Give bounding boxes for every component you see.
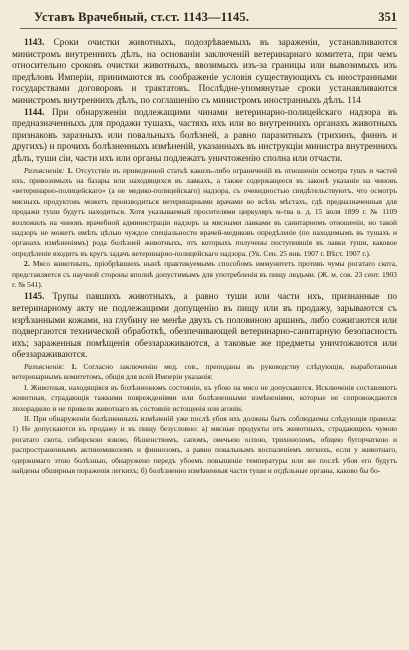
article-1145 bbox=[12, 292, 397, 362]
explanation-1145-1 bbox=[12, 362, 397, 383]
explanation-1145-I: I. Животныя, находящіяся въ болѣзненномъ состояніи, къ убою на мясо не допускаются. Исключенія составляютъ животныя, страдающія тажкими поврежденіями или болѣзненными измѣненіями, которые не сопровождаются лихорадкою и не привели животнаго въ состояніе истощенія или агоніи. bbox=[12, 382, 397, 413]
explanation-text: Мясо животныхъ, пріобрѣвшихъ нынѣ практикуемымъ способомъ иммунитетъ противъ чумы рогатаго скота, представляется съ научной стороны вполнѣ допустимымъ для употребленія въ пищу людьми. (Ж. м. сов. 23 сент. 1903 г. № 541). bbox=[12, 259, 397, 289]
page-number: 351 bbox=[378, 10, 397, 24]
explanation-1145-II: II. При обнаруженіи болѣзненныхъ измѣненій уже послѣ убоя ихъ должны быть соблюдаемы слѣдующія правила: 1) Не допускаются къ продажу и въ пищу безусловно: а) мясные продукты отъ животныхъ, страдающихъ чумою рогатаго скота, сибирскою язвою, бѣшенствомъ, сапомъ, овечьею оспою, трихинозомъ, общею бугорчаткою и распространеннымъ актиномикозомъ и финнозомъ, а равно повальнымъ воспаленіемъ легкихъ, если у животнаго, одержимаго этою болѣзнью, обнаружено передъ убоемъ повышеніе температуры или же послѣ убоя его будутъ найдены обширныя пораженія легкихъ; б) болѣзненно измѣненныя части туши и отдѣльные органы, каково бы бо- bbox=[12, 414, 397, 476]
article-1143 bbox=[12, 38, 397, 108]
article-text: Трупы павшихъ животныхъ, а равно туши или части ихъ, признанные по ветеринарному акту не подлежащими допущенію въ пищу или въ продажу, зарываются съ изрѣзанными кожами, на глубину не менѣе двухъ съ половиною аршинъ, либо сожигаются или подвергаются технической обработкѣ, обезпечивающей ветеринарно-санитарную безопасность ихъ; зараженныя помѣщенія обеззараживаются, а таковые же предметы уничтожаются или обеззараживаются. bbox=[12, 292, 397, 361]
article-number: 1143. bbox=[24, 38, 45, 48]
article-text: Сроки очистки животныхъ, подозрѣваемыхъ въ зараженіи, устанавливаются министромъ внутреннихъ дѣлъ, на основаніи заключеній ветеринарнаго комитета, при чемъ относительно сроковъ очистки животныхъ, ввозимыхъ изъ-за границы или вывозимыхъ изъ предѣловъ Имперіи, принимаются въ соображеніе условія существующихъ съ иностранными государствами договоровъ и трактатовъ. Послѣдне-упомянутые сроки устанавливаются министромъ внутреннихъ дѣлъ, по соглашенію съ министромъ иностранныхъ дѣлъ. 114 bbox=[12, 38, 398, 106]
explanation-1144-1 bbox=[12, 166, 397, 260]
article-number: 1144. bbox=[24, 107, 45, 118]
explanation-number: 2. bbox=[24, 259, 30, 269]
article-1144 bbox=[12, 108, 397, 166]
article-number: 1145. bbox=[24, 292, 45, 303]
explanation-label: Разъясненія: bbox=[24, 165, 65, 175]
explanation-text: Отсутствіе въ приведенной статьѣ какихъ-либо ограниченій въ отношеніи осмотра тушъ и частей ихъ, привозимыхъ на базары или находящихся въ лавкахъ, а также содержащееся въ законѣ указаніе на чиновъ «ветеринарно-полицейскаго» (а не медико-полицейскаго) надзора, съ очевидностью свидѣтельствуютъ, что осмотръ мясныхъ продуктовъ можетъ производиться ветеринарными врачами во всѣхъ мѣстахъ, гдѣ предназначенныя для продажи туши будутъ находиться. Хотя указываемый просителями циркуляръ м-тва в. д. 15 іюля 1899 г. № 1109 возложилъ на чиновъ врачебной администраціи надзоръ за мясными лавками въ санитарномъ отношеніи, но такой надзоръ не можетъ имѣть цѣлью чуждое спеціальности врачей-медиковъ опредѣленіе (по находимымъ въ тушахъ и органахъ измѣненіямъ) рода болѣзней животныхъ, отъ которыхъ получены поступившія въ лавки туши, каковое опредѣленіе входитъ въ кругъ задачъ ветеринарно-полицейскаго надзора. (Ук. Сен. 25 янв. 1907 г. Вѣст. 1907 г.). bbox=[12, 165, 398, 258]
header-title: Уставъ Врачебный, ст.ст. 1143—1145. bbox=[34, 10, 250, 24]
article-text: При обнаруженіи подлежащими чинами ветеринарно-полицейскаго надзора въ предназначенныхъ для продажи тушахъ, частяхъ ихъ или во внутреннихъ органахъ животныхъ признаковъ заразныхъ или повальныхъ болѣзней, а равно паразитныхъ (трихинъ, финнъ и другихъ) и прочихъ болѣзненныхъ измѣненій, указанныхъ въ инструкціи министра внутреннихъ дѣлъ, туши сіи, части ихъ или органы подлежатъ уничтоженію сполна или отчасти. bbox=[12, 107, 397, 164]
page-body bbox=[12, 38, 397, 476]
explanation-label: Разъясненія: bbox=[24, 361, 65, 371]
explanation-1144-2 bbox=[12, 259, 397, 290]
running-header bbox=[20, 10, 397, 29]
explanation-number: 1. bbox=[71, 361, 77, 371]
explanation-number: 1. bbox=[67, 165, 73, 175]
explanation-text: Согласно заключенію мед. сов., преподаны въ руководству слѣдующія, выработанныя ветеринарнымъ комитетомъ, общія для всей Имперіи указанія: bbox=[12, 361, 398, 382]
